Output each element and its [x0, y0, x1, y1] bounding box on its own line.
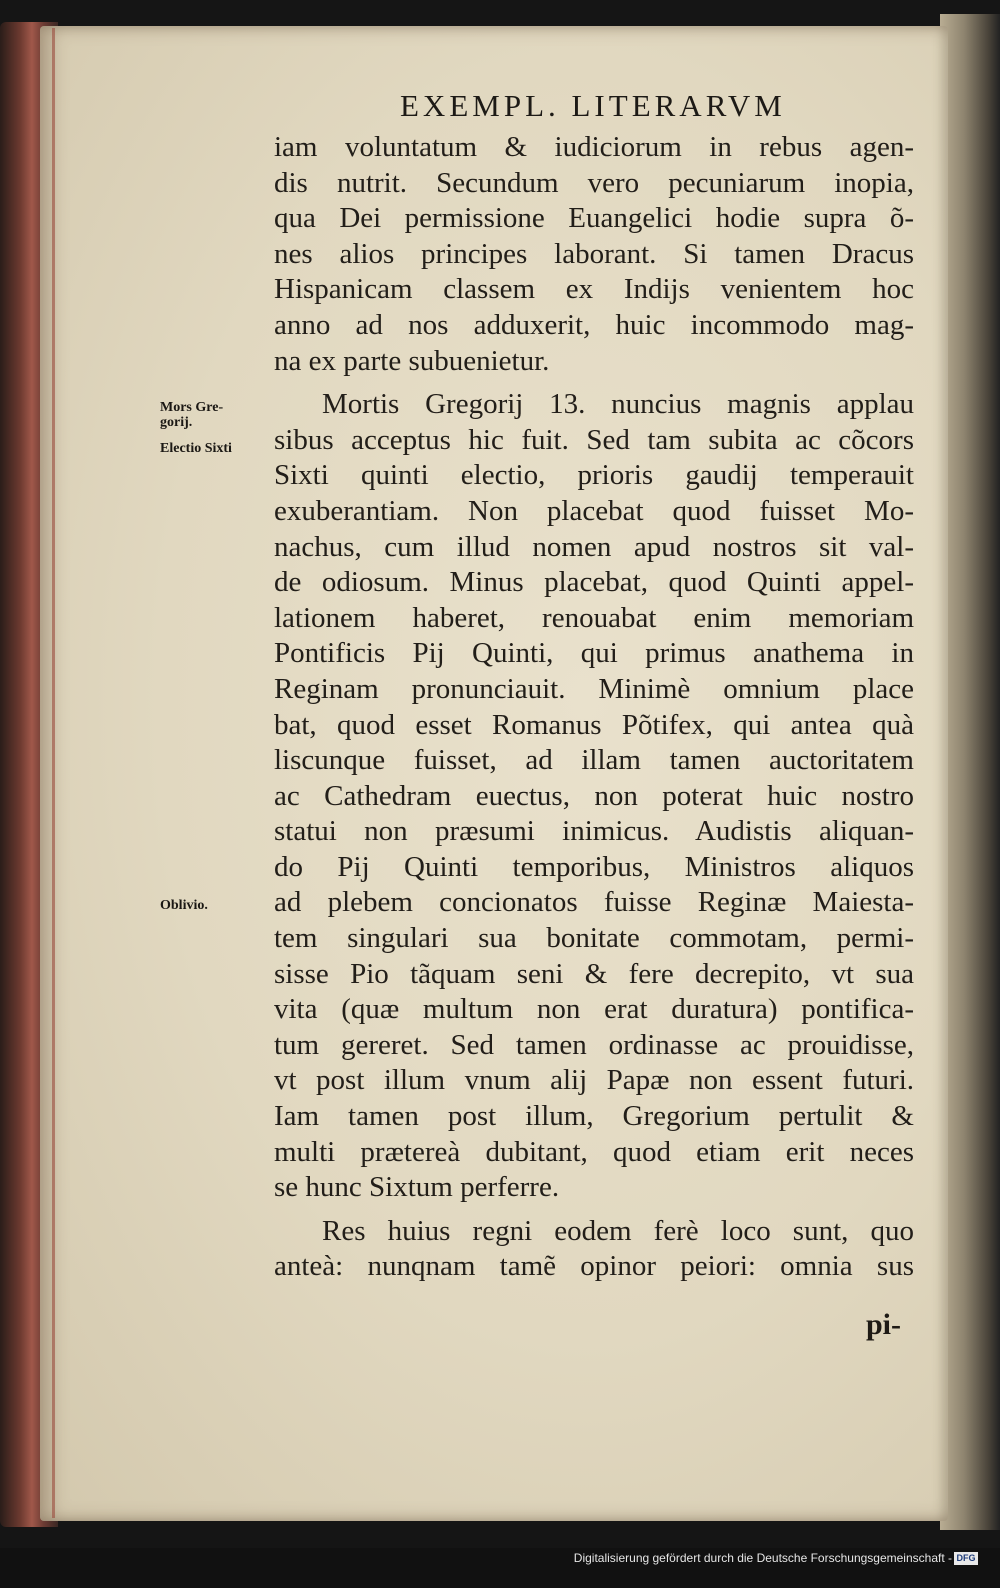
text-line: ac Cathedram euectus, non poterat huic nostro — [274, 779, 914, 812]
text-line: Iam tamen post illum, Gregorium pertulit & — [274, 1100, 914, 1133]
text-line: sisse Pio tãquam seni & fere decrepito, vt sua — [274, 957, 914, 990]
text-line: de odiosum. Minus placebat, quod Quinti appel- — [274, 566, 914, 599]
text-line: multi prætereà dubitant, quod etiam erit neces — [274, 1135, 914, 1168]
running-head: EXEMPL. LITERARVM — [400, 88, 786, 123]
footer-credit: Digitalisierung gefördert durch die Deutsche Forschungsgemeinschaft - — [573, 1551, 952, 1565]
catchword: pi- — [866, 1308, 902, 1341]
text-line: exuberantiam. Non placebat quod fuisset Mo- — [274, 494, 914, 527]
text-line: vt post illum vnum alij Papæ non essent futuri. — [274, 1064, 914, 1097]
text-line: lationem haberet, renouabat enim memoriam — [274, 601, 914, 634]
marginal-note-mors-gregorij — [160, 400, 223, 430]
text-line: iam voluntatum & iudiciorum in rebus agen- — [274, 131, 914, 163]
marginal-note-line: Mors Gre- — [160, 400, 224, 415]
text-line: Pontificis Pij Quinti, qui primus anathema in — [274, 637, 914, 670]
text-line: ad plebem concionatos fuisse Reginæ Maiesta- — [274, 886, 914, 919]
text-line: se hunc Sixtum perferre. — [274, 1171, 560, 1204]
marginal-note-electio-sixti: Electio Sixti — [160, 441, 232, 456]
text-line: Res huius regni eodem ferè loco sunt, quo — [322, 1214, 914, 1247]
text-line: Mortis Gregorij 13. nuncius magnis applau — [322, 388, 914, 421]
text-line: liscunque fuisset, ad illam tamen auctoritatem — [274, 744, 914, 777]
gutter-line — [52, 28, 55, 1518]
text-line: dis nutrit. Secundum vero pecuniarum inopia, — [274, 166, 914, 199]
text-line: Sixti quinti electio, prioris gaudij temperauit — [274, 459, 914, 492]
text-line: anteà: nunqnam tamẽ opinor peiori: omnia sus — [274, 1250, 914, 1283]
text-line: nachus, cum illud nomen apud nostros sit val- — [274, 530, 914, 563]
text-line: sibus acceptus hic fuit. Sed tam subita ac cõcors — [274, 423, 914, 456]
text-line: tem singulari sua bonitate commotam, permi- — [274, 922, 914, 955]
text-line: vita (quæ multum non erat duratura) pontifica- — [274, 993, 914, 1026]
dfg-logo: DFG — [954, 1552, 978, 1565]
text-line: nes alios principes laborant. Si tamen Dracus — [274, 237, 914, 270]
text-line: anno ad nos adduxerit, huic incommodo mag- — [274, 308, 914, 341]
text-line: bat, quod esset Romanus Põtifex, qui antea quà — [274, 708, 914, 741]
text-line: Reginam pronunciauit. Minimè omnium place — [274, 672, 914, 705]
text-line: statui non præsumi inimicus. Audistis aliquan- — [274, 815, 914, 848]
body-text — [274, 130, 914, 1285]
text-line: na ex parte subuenietur. — [274, 344, 550, 377]
text-line: Hispanicam classem ex Indijs venientem hoc — [274, 273, 914, 306]
marginal-note-line: gorij. — [160, 415, 193, 430]
text-line: do Pij Quinti temporibus, Ministros aliquos — [274, 850, 914, 883]
marginal-note-oblivio: Oblivio. — [160, 898, 208, 913]
text-line: qua Dei permissione Euangelici hodie supra õ- — [274, 202, 914, 235]
text-line: tum gereret. Sed tamen ordinasse ac prouidisse, — [274, 1028, 914, 1061]
book-edge-right — [940, 14, 1000, 1530]
